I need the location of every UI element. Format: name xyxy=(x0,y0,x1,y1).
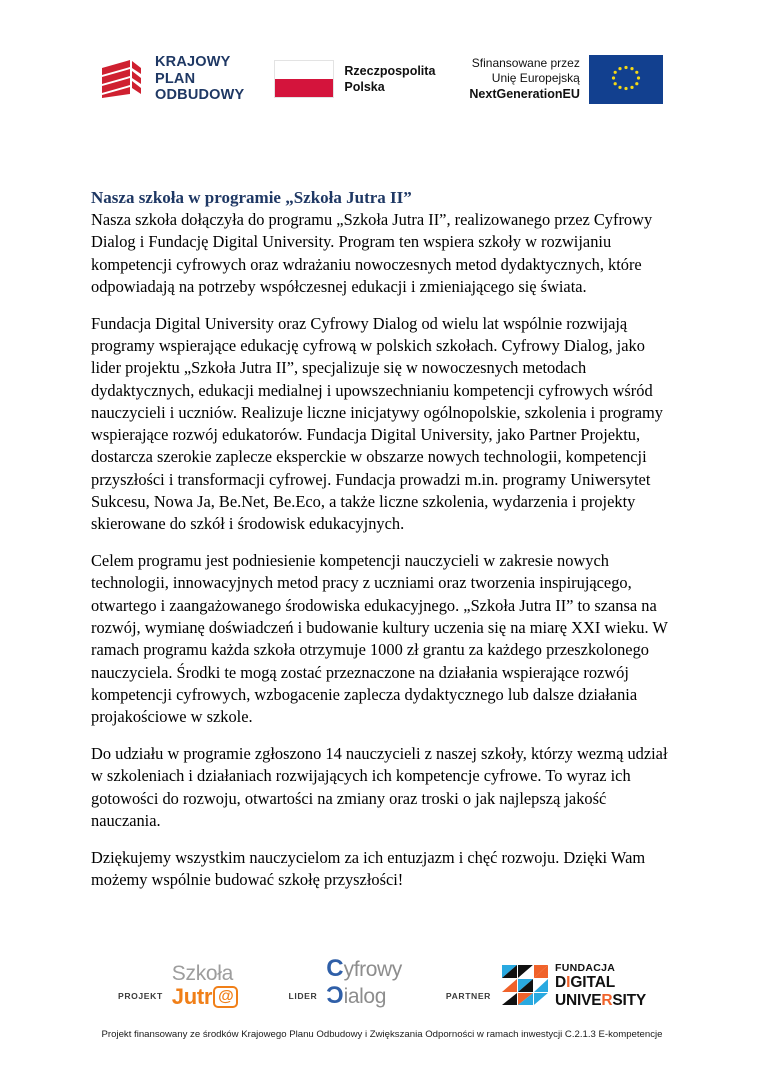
footer-logo-szkola-jutra xyxy=(118,963,238,1008)
dialog-d-glyph-icon: Ɔ xyxy=(326,982,344,1009)
kicker-partner: PARTNER xyxy=(445,991,491,1001)
jutra-word: Jutr xyxy=(171,984,213,1009)
footer-partner-logos xyxy=(118,952,658,1008)
eu-flag-icon xyxy=(589,55,663,104)
paragraph-1: Nasza szkoła dołączyła do programu „Szkoła Jutra II”, realizowanego przez Cyfrowy Dialog i Fundację Digital University. Program ten wspiera szkoły w rozwijaniu kompetencji cyfrowych oraz wdrażaniu nowoczesnych metod dydaktycznych, które odpowiadają na potrzeby współczesnej edukacji i zmieniającego się świata. xyxy=(91,210,653,296)
du-line-digital xyxy=(555,975,646,991)
szkola-word: Szkoła xyxy=(171,962,234,985)
eu-funding-logo xyxy=(469,55,662,104)
poland-line-1: Rzeczpospolita xyxy=(344,64,436,78)
du-digital-i: I xyxy=(566,974,571,991)
document-body xyxy=(91,186,675,891)
page-title: Nasza szkoła w programie „Szkoła Jutra II” xyxy=(91,188,412,207)
jutra-word-row xyxy=(172,986,239,1008)
poland-flag-icon xyxy=(274,60,334,98)
du-line-university xyxy=(555,993,646,1009)
eu-line-1: Sfinansowane przez xyxy=(471,55,580,70)
paragraph-4: Do udziału w programie zgłoszono 14 nauczycieli z naszej szkoły, którzy wezmą udział w szkoleniach i działaniach rozwijających ich kompetencje cyfrowe. To wyraz ich gotowości do rozwoju, otwartości na zmiany oraz troski o jak najlepszą jakość nauczania. xyxy=(91,744,668,830)
kicker-lider: LIDER xyxy=(288,991,318,1001)
du-university-a: UNIVE xyxy=(555,991,602,1009)
cyfrowy-row xyxy=(326,957,402,981)
dialog-word: ialog xyxy=(343,984,386,1008)
eu-line-2: Unię Europejską xyxy=(491,71,580,86)
eu-line-3: NextGenerationEU xyxy=(469,86,580,101)
dialog-row xyxy=(326,984,402,1008)
digital-university-wordmark xyxy=(555,963,646,1009)
kpo-building-icon xyxy=(96,54,146,104)
kicker-projekt: PROJEKT xyxy=(118,991,163,1001)
poland-logo-text xyxy=(344,63,435,95)
digital-university-logo xyxy=(502,963,646,1009)
szkola-jutra-logo xyxy=(172,963,239,1008)
du-university-r: R xyxy=(601,991,613,1009)
at-symbol-icon: @ xyxy=(213,986,238,1008)
footer-funding-note: Projekt finansowany ze środków Krajowego Planu Odbudowy i Zwiększania Odporności w ramach inwestycji C.2.1.3 E-kompetencje xyxy=(101,1029,663,1040)
paragraph-5: Dziękujemy wszystkim nauczycielom za ich entuzjazm i chęć rozwoju. Dzięki Wam możemy wspólnie budować szkołę przyszłości! xyxy=(91,847,646,890)
kpo-logo xyxy=(96,54,244,104)
cyfrowy-word: yfrowy xyxy=(343,957,402,981)
paragraph-3: Celem programu jest podniesienie kompetencji nauczycieli w zakresie nowych technologii, innowacyjnych metod pracy z uczniami oraz tworzenia inspirującego, otwartego i zaangażowanego środowiska edukacyjnego. „Szkoła Jutra II” to szansa na rozwój, wymianę doświadczeń i budowanie kultury uczenia się na miarę XXI wieku. W ramach programu każda szkoła otrzymuje 1000 zł grantu za każdego przeszkolonego nauczyciela. Środki te mogą zostać przeznaczone na działania wspierające rozwój kompetencji cyfrowych, wzbogacenie zaplecza dydaktycznego lub dalsze działania projakościowe w szkole. xyxy=(91,551,668,727)
cyfrowy-dialog-logo xyxy=(326,957,402,1008)
du-digital-rest: GITAL xyxy=(570,974,616,991)
kpo-line-2: PLAN xyxy=(155,70,196,87)
footer-logo-digital-university xyxy=(446,963,646,1009)
du-university-c: SITY xyxy=(612,991,647,1009)
poland-logo xyxy=(274,60,435,98)
eu-logo-text xyxy=(469,56,579,103)
paragraph-2: Fundacja Digital University oraz Cyfrowy Dialog od wielu lat wspólnie rozwijają programy wspierające edukację cyfrową w polskich szkołach. Cyfrowy Dialog, jako lider projektu „Szkoła Jutra II”, specjalizuje się w nowoczesnych metodach dydaktycznych, edukacji medialnej i upowszechnianiu kompetencji cyfrowych wśród nauczycieli i uczniów. Realizuje liczne inicjatywy ogólnopolskie, szkolenia i programy wspierające rozwój edukatorów. Fundacja Digital University, jako Partner Projektu, dostarcza szerokie zaplecze eksperckie w obszarze nowych technologii, kompetencji przyszłości i transformacji cyfrowej. Fundacja prowadzi m.in. programy Uniwersytet Sukcesu, Nowa Ja, Be.Net, Be.Eco, a także liczne szkolenia, wydarzenia i projekty skierowane do szkół i środowisk edukacyjnych. xyxy=(91,313,663,534)
digital-university-triangles-icon xyxy=(502,965,548,1005)
kpo-line-1: KRAJOWY xyxy=(155,54,231,71)
header-logo-bar xyxy=(96,44,676,114)
footer-logo-cyfrowy-dialog xyxy=(288,957,401,1008)
kpo-logo-text xyxy=(155,54,244,104)
cyfrowy-c-glyph-icon: C xyxy=(326,955,344,982)
du-line-fundacja: FUNDACJA xyxy=(555,961,616,974)
poland-line-2: Polska xyxy=(344,80,385,94)
du-digital-d: D xyxy=(555,974,567,991)
kpo-line-3: ODBUDOWY xyxy=(155,87,245,104)
